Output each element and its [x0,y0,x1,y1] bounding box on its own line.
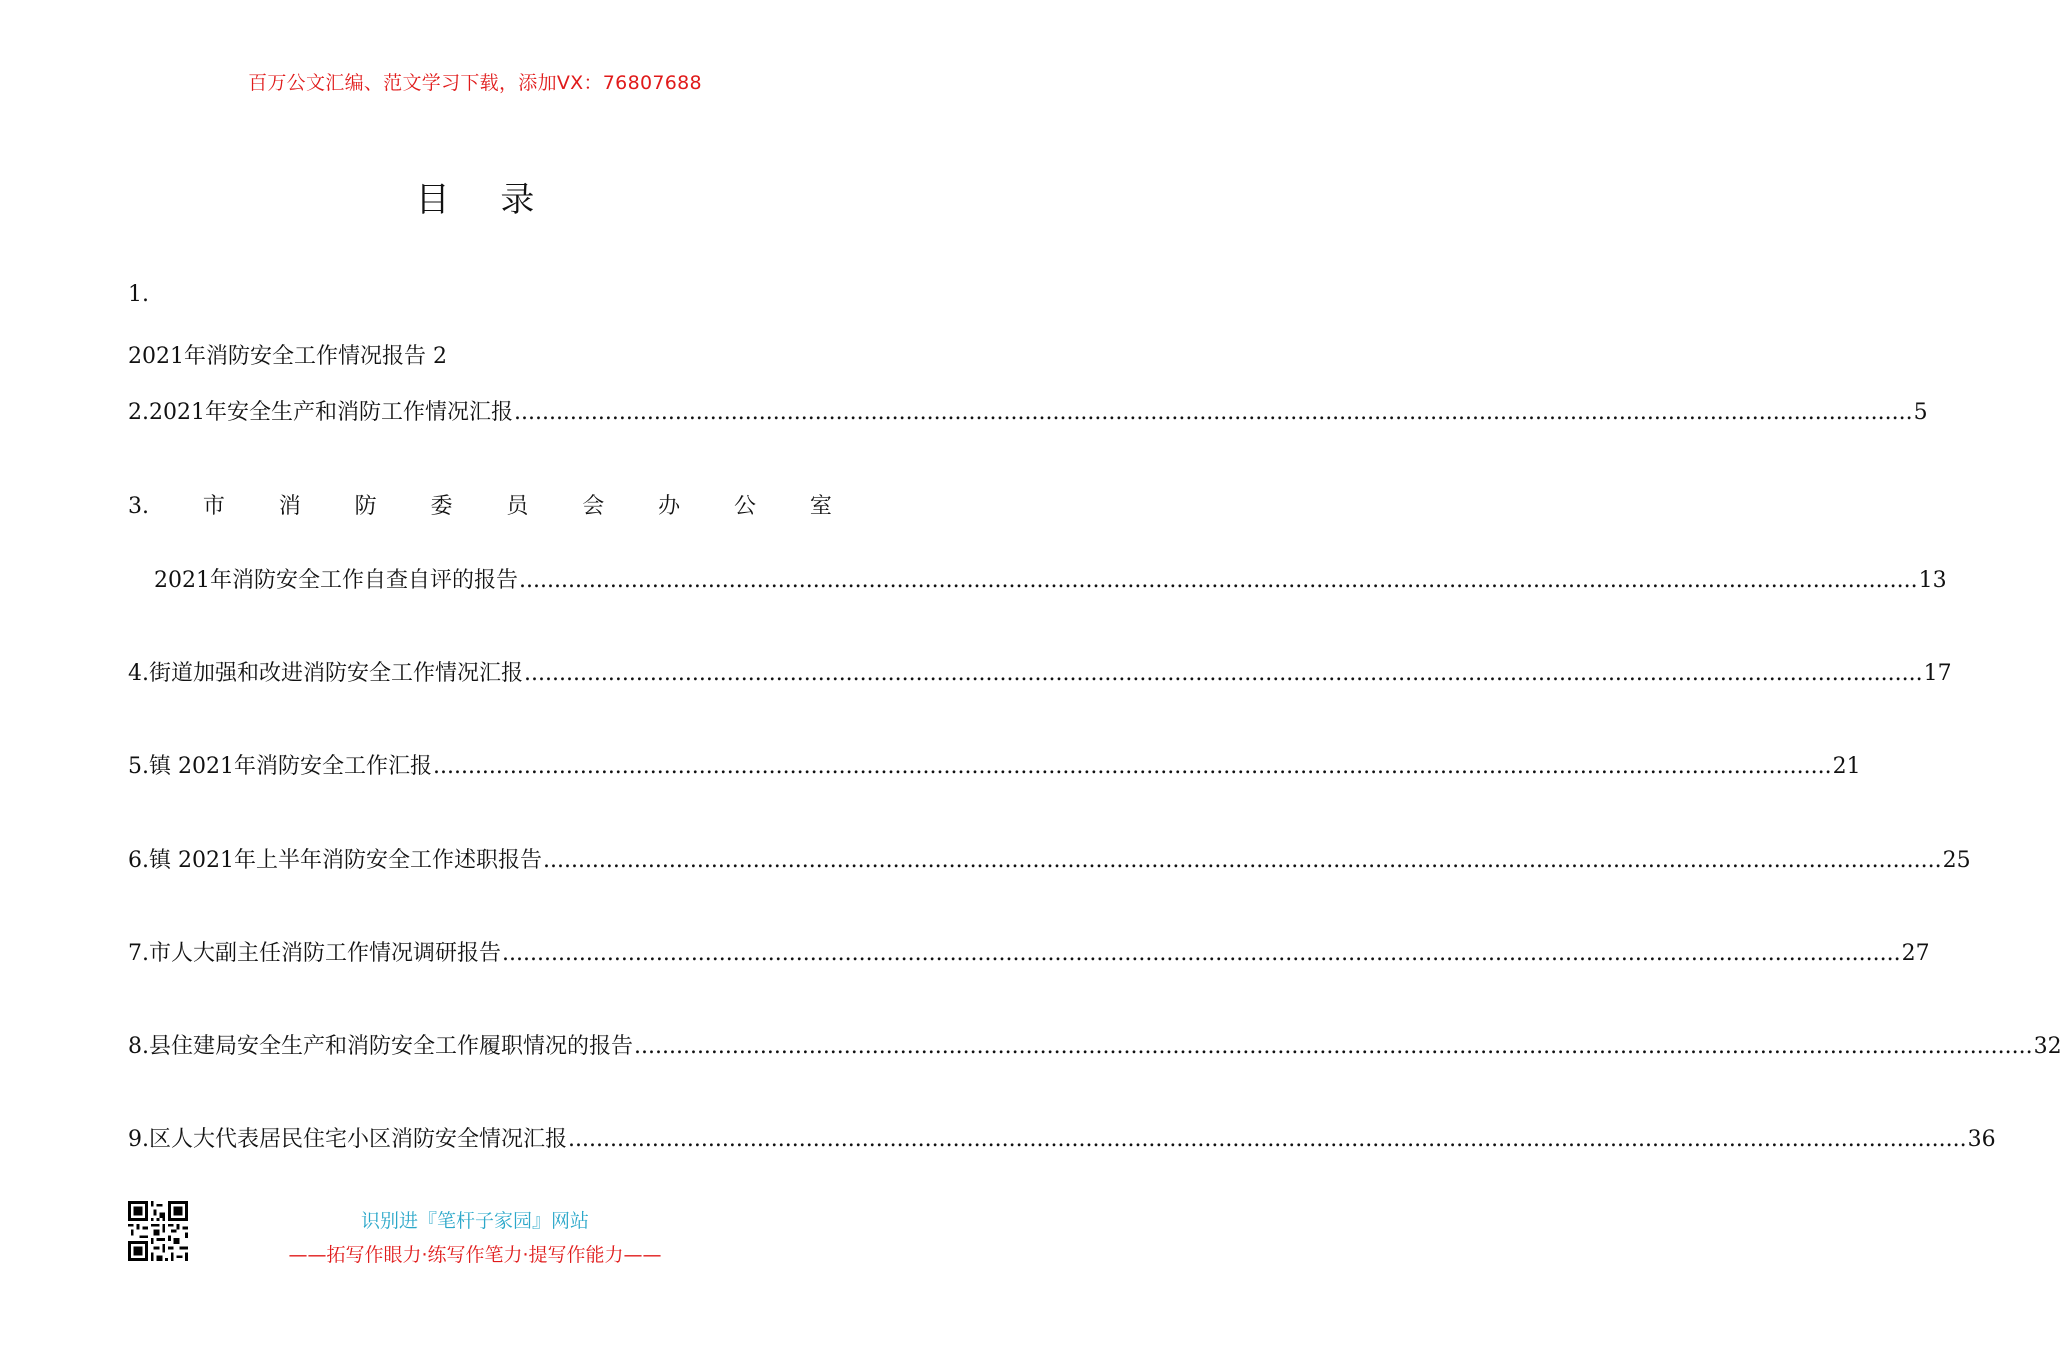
toc-item-1-text: 2021年消防安全工作情况报告 2 [128,344,447,369]
toc-item-text: 4.街道加强和改进消防安全工作情况汇报 [128,661,523,686]
toc-item-3-char: 消 [278,494,301,519]
toc-item-text: 8.县住建局安全生产和消防安全工作履职情况的报告 [128,1034,633,1059]
toc-item-1-num: 1. [128,282,149,307]
toc-item-page: 17 [1923,661,1952,686]
toc-item-1-number [128,280,832,310]
dot-leader: ........................................................................................................................................................................................................ [519,568,1918,593]
page-title: 目 录 [415,180,555,220]
toc-item-3-title[interactable] [128,492,832,522]
toc-item-text: 5.镇 2021年消防安全工作汇报 [128,754,432,779]
toc-item-8[interactable] [128,1032,2062,1062]
toc-item-6[interactable] [128,846,1971,876]
toc-item-page: 27 [1901,941,1930,966]
toc-item-page: 5 [1913,400,1928,425]
dot-leader: ........................................................................................................................................................................................................ [432,754,1832,779]
toc-item-3-char: 员 [506,494,529,519]
dot-leader: ........................................................................................................................................................................................................ [634,1034,2033,1059]
toc-item-3-char: 防 [354,494,377,519]
toc-item-text: 7.市人大副主任消防工作情况调研报告 [128,941,501,966]
toc-item-text: 2.2021年安全生产和消防工作情况汇报 [128,400,513,425]
toc-item-5[interactable] [128,752,1861,782]
toc-item-3-char: 委 [430,494,453,519]
toc-item-4[interactable] [128,659,1952,689]
dot-leader: ........................................................................................................................................................................................................ [568,1127,1967,1152]
footer-site-line[interactable]: 识别进『笔杆子家园』网站 [360,1210,589,1232]
toc-item-text: 6.镇 2021年上半年消防安全工作述职报告 [128,848,542,873]
toc-item-3-char: 办 [658,494,681,519]
dot-leader: ........................................................................................................................................................................................................ [524,661,1923,686]
toc-item-3-char: 公 [733,494,756,519]
toc-item-1[interactable] [128,342,832,372]
toc-item-page: 25 [1942,848,1971,873]
toc-item-7[interactable] [128,939,1930,969]
toc-item-3-char: 会 [582,494,605,519]
header-notice: 百万公文汇编、范文学习下载，添加VX：76807688 [248,72,702,94]
dot-leader: ........................................................................................................................................................................................................ [502,941,1901,966]
toc-item-text: 9.区人大代表居民住宅小区消防安全情况汇报 [128,1127,567,1152]
dot-leader: ........................................................................................................................................................................................................ [513,400,1913,425]
footer-slogan: ——拓写作眼力·练写作笔力·提写作能力—— [288,1244,662,1266]
dot-leader: ........................................................................................................................................................................................................ [542,848,1942,873]
toc-item-page: 13 [1918,568,1947,593]
toc-item-3[interactable] [154,566,1947,596]
toc-item-3-char: 室 [809,494,832,519]
toc-item-page: 32 [2033,1034,2062,1059]
toc-item-2[interactable] [128,398,1928,428]
toc-item-3-char: 3. [128,494,149,519]
toc-item-page: 21 [1832,754,1861,779]
toc-item-3-char: 市 [202,494,225,519]
toc-item-9[interactable] [128,1125,1996,1155]
toc-item-text: 2021年消防安全工作自查自评的报告 [154,568,518,593]
toc-item-page: 36 [1967,1127,1996,1152]
